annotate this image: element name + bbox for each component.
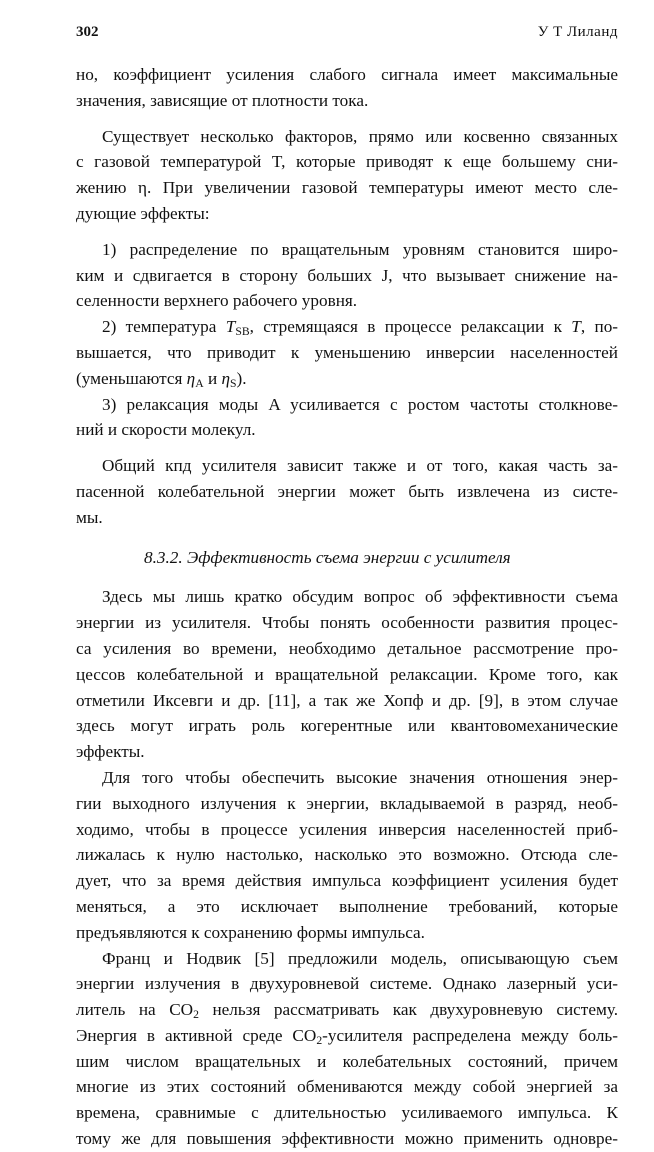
text-line: Франц и Нодвик [5] предложили модель, описывающую съем	[102, 948, 618, 968]
text-line: энергии излучения в двухуровневой системе. Однако лазерный уси-	[76, 974, 618, 994]
text-line: жению η. При увеличении газовой температуры имеют место сле-	[76, 178, 618, 198]
section-heading: 8.3.2. Эффективность съема энергии с усилителя	[144, 547, 511, 567]
page-number: 302	[76, 24, 99, 40]
text-line: здесь могут играть роль когерентные или квантовомеханические	[76, 716, 618, 736]
text-line: цессов колебательной и вращательной релаксации. Кроме того, как	[76, 664, 618, 684]
text-line: ний и скорости молекул.	[76, 420, 256, 440]
text-line: меняться, а это исключает выполнение требований, которые	[76, 896, 618, 916]
text-line: отметили Иксевги и др. [11], а так же Хопф и др. [9], в этом случае	[76, 690, 618, 710]
text-line: мы.	[76, 507, 103, 527]
text-line: энергии из усилителя. Чтобы понять особенности развития процес-	[76, 613, 618, 633]
subscript: 2	[316, 1034, 323, 1048]
text-line: лижалась к нулю настолько, насколько это возможно. Отсюда сле-	[76, 845, 618, 865]
text-line: значения, зависящие от плотности тока.	[76, 90, 369, 110]
page-body	[76, 62, 618, 1152]
text-line: Энергия в активной среде $CO_2$-усилителя распределена между боль-	[76, 1025, 618, 1048]
text-line: 3) релаксация моды A усиливается с ростом частоты столкнове-	[102, 394, 618, 414]
text-line: (уменьшаются $\eta_A$ и $\eta_S$).	[76, 368, 247, 391]
text-line: 2) температура $T_{SB}$, стремящаяся в процессе релаксации к T, по-	[102, 317, 619, 339]
text-line: с газовой температурой T, которые приводят к еще большему сни-	[76, 152, 618, 172]
text-line: Для того чтобы обеспечить высокие значения отношения энер-	[102, 767, 618, 787]
text-line: Здесь мы лишь кратко обсудим вопрос об эффективности съема	[102, 587, 618, 607]
text-line: тому же для повышения эффективности можно применить одновре-	[76, 1129, 618, 1149]
text-line: гии выходного излучения к энергии, вкладываемой в разряд, необ-	[76, 793, 618, 813]
text-line: селенности верхнего рабочего уровня.	[76, 291, 358, 311]
text-line: вышается, что приводит к уменьшению инверсии населенностей	[76, 342, 618, 362]
running-head: У Т Лиланд	[537, 24, 618, 40]
text-line: ходимо, чтобы в процессе усиления инверсия населенностей приб-	[76, 819, 618, 839]
text-line: Общий кпд усилителя зависит также и от того, какая часть за-	[102, 456, 618, 476]
text-line: дующие эффекты:	[76, 203, 210, 223]
text-line: ким и сдвигается в сторону больших J, что вызывает снижение на-	[76, 265, 618, 285]
text-line: многие из этих состояний обмениваются между собой энергией за	[76, 1077, 618, 1097]
text-line: 1) распределение по вращательным уровням становится широ-	[102, 239, 618, 259]
text-line: литель на $CO_2$ нельзя рассматривать как двухуровневую систему.	[76, 1000, 618, 1022]
text-line: но, коэффициент усиления слабого сигнала имеет максимальные	[76, 65, 618, 84]
text-line: шим числом вращательных и колебательных состояний, причем	[76, 1051, 618, 1071]
subscript: 2	[193, 1008, 199, 1022]
subscript: SB	[235, 325, 250, 339]
text-line: Существует несколько факторов, прямо или косвенно связанных	[102, 126, 618, 146]
subscript: A	[195, 377, 204, 391]
page-header	[76, 24, 618, 46]
text-line: са усиления во времени, необходимо детальное рассмотрение про-	[76, 638, 618, 658]
text-line: предъявляются к сохранению формы импульса.	[76, 922, 425, 942]
text-line: дует, что за время действия импульса коэффициент усиления будет	[76, 871, 618, 891]
text-line: времена, сравнимые с длительностью усиливаемого импульса. К	[76, 1103, 618, 1123]
subscript: S	[229, 377, 237, 391]
text-line: пасенной колебательной энергии может быть извлечена из систе-	[76, 481, 618, 501]
text-line: эффекты.	[76, 742, 145, 762]
